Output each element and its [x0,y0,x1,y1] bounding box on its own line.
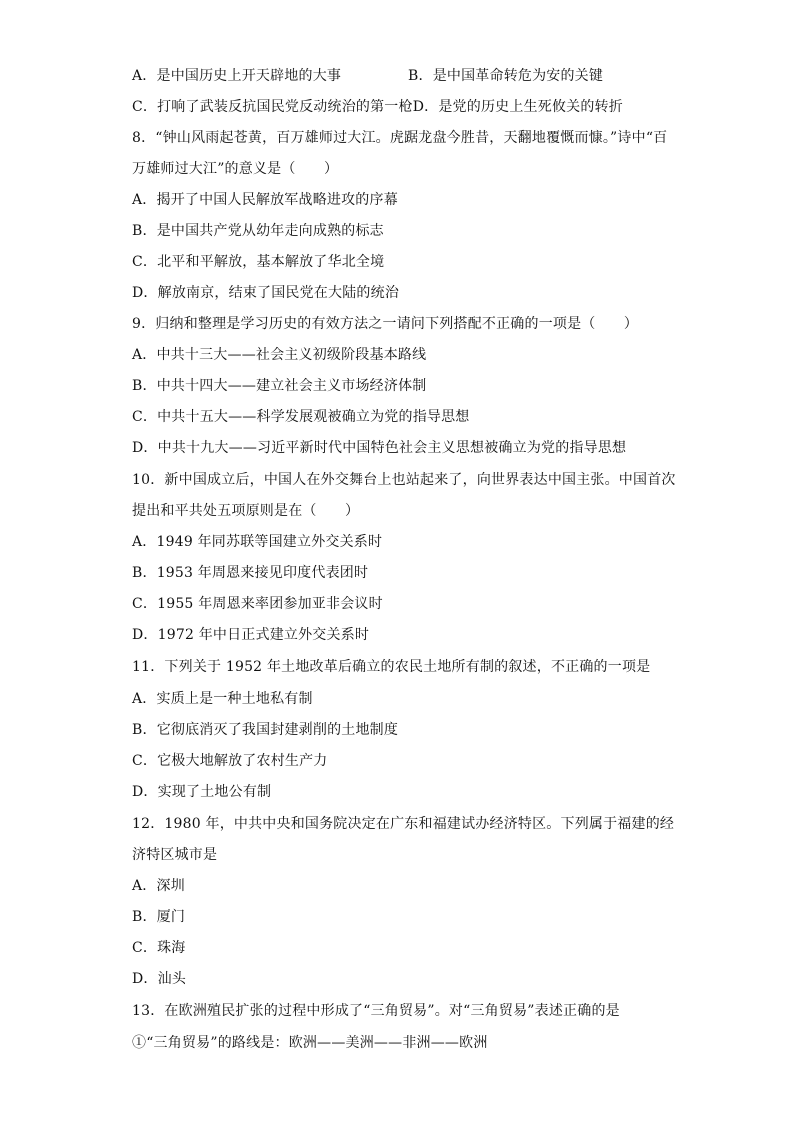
q12-option-d: D．汕头 [132,971,187,987]
q12-option-b: B．厦门 [132,909,186,925]
q13-stem: 13．在欧洲殖民扩张的过程中形成了“三角贸易”。对“三角贸易”表述正确的是 [132,1003,620,1019]
q7-option-a: A．是中国历史上开天辟地的大事 [132,68,342,84]
q7-options-cd [132,97,623,117]
q11-option-d: D．实现了土地公有制 [132,784,272,800]
q9-option-c: C．中共十五大——科学发展观被确立为党的指导思想 [132,409,470,425]
q8-stem-line-1: 8．“钟山风雨起苍黄，百万雄师过大江。虎踞龙盘今胜昔，天翻地覆慨而慷。”诗中“百 [132,130,668,146]
q8-option-b: B．是中国共产党从幼年走向成熟的标志 [132,223,384,239]
q12-option-c: C．珠海 [132,940,186,956]
q7-options-ab [132,66,603,86]
q7-option-c: C．打响了武装反抗国民党反动统治的第一枪 [132,99,413,115]
q8-option-a: A．揭开了中国人民解放军战略进攻的序幕 [132,192,398,208]
q10-stem-line-2: 提出和平共处五项原则是在（ ） [132,503,360,519]
q10-option-c: C．1955 年周恩来率团参加亚非会议时 [132,596,383,612]
q7-option-d: D．是党的历史上生死攸关的转折 [412,99,623,115]
q7-option-b: B．是中国革命转危为安的关键 [408,68,604,84]
q8-stem-line-2: 万雄师过大江”的意义是（ ） [132,161,339,177]
q10-option-a: A．1949 年同苏联等国建立外交关系时 [132,534,383,550]
q12-stem-line-2: 济特区城市是 [132,847,218,863]
q12-stem-line-1: 12．1980 年，中共中央和国务院决定在广东和福建试办经济特区。下列属于福建的经 [132,816,675,832]
q10-option-d: D．1972 年中日正式建立外交关系时 [132,627,370,643]
q9-option-a: A．中共十三大——社会主义初级阶段基本路线 [132,347,427,363]
q9-option-d: D．中共十九大——习近平新时代中国特色社会主义思想被确立为党的指导思想 [132,440,627,456]
q8-option-d: D．解放南京，结束了国民党在大陆的统治 [132,285,400,301]
q8-option-c: C．北平和平解放，基本解放了华北全境 [132,254,385,270]
q12-option-a: A．深圳 [132,878,185,894]
q9-option-b: B．中共十四大——建立社会主义市场经济体制 [132,378,427,394]
q11-option-b: B．它彻底消灭了我国封建剥削的土地制度 [132,722,399,738]
q11-stem: 11．下列关于 1952 年土地改革后确立的农民土地所有制的叙述，不正确的一项是 [132,659,651,675]
q9-stem: 9．归纳和整理是学习历史的有效方法之一请问下列搭配不正确的一项是（ ） [132,316,639,332]
q11-option-c: C．它极大地解放了农村生产力 [132,753,328,769]
q10-option-b: B．1953 年周恩来接见印度代表团时 [132,565,369,581]
q13-item-1: ①“三角贸易”的路线是：欧洲——美洲——非洲——欧洲 [132,1035,488,1051]
q10-stem-line-1: 10．新中国成立后，中国人在外交舞台上也站起来了，向世界表达中国主张。中国首次 [132,472,676,488]
q11-option-a: A．实质上是一种土地私有制 [132,691,313,707]
